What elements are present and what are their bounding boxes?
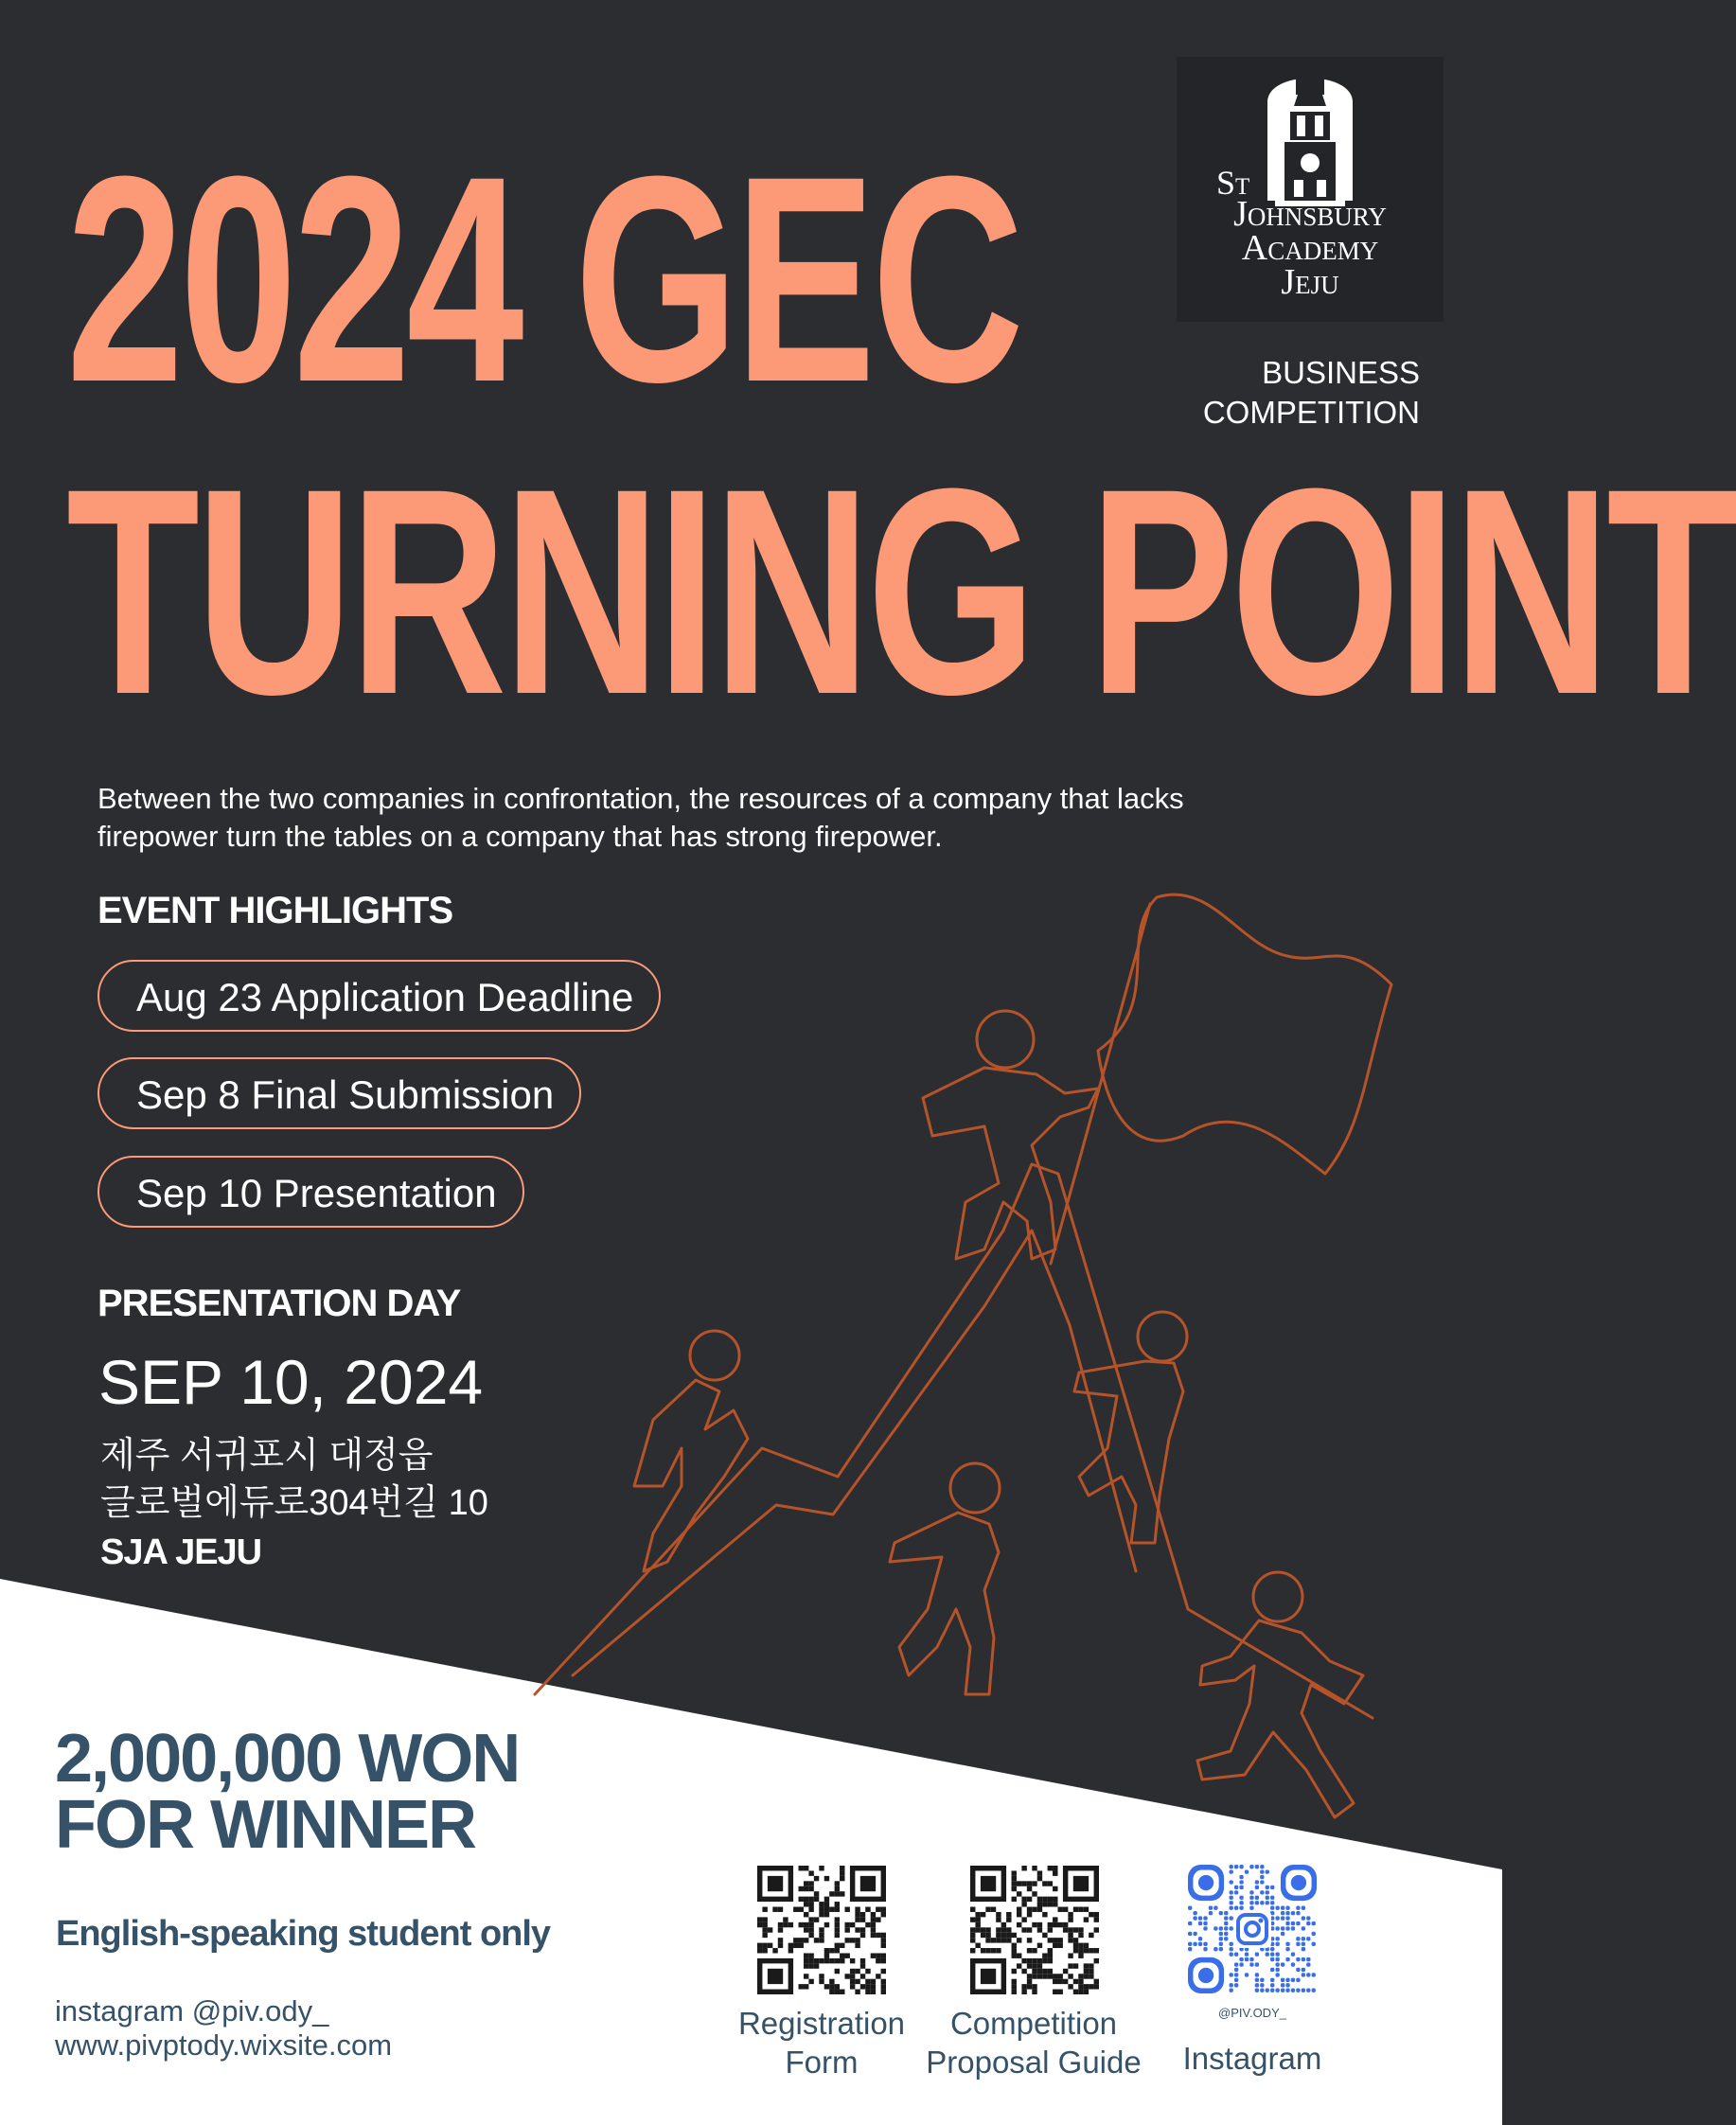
description: Between the two companies in confrontation, the resources of a company that lacks firepower turn the tables on a company that has strong firepower.	[97, 782, 1184, 853]
presentation-date: SEP 10, 2024	[98, 1347, 484, 1417]
instagram-icon	[1233, 1910, 1271, 1948]
registration-form-qr-code[interactable]	[757, 1866, 886, 1994]
registration-form-label-line-1: Registration	[737, 2006, 906, 2041]
subtitle-line-2: COMPETITION	[1202, 395, 1420, 430]
proposal-guide-qr-code[interactable]	[970, 1866, 1099, 1994]
title-line-1: 2024 GEC	[66, 115, 1020, 443]
eligibility-note: English-speaking student only	[56, 1914, 551, 1954]
left-climber-head	[690, 1331, 739, 1380]
highlight-presentation: Sep 10 Presentation	[97, 1156, 524, 1228]
subtitle-line-1: BUSINESS	[1262, 355, 1420, 390]
instagram-handle: @PIV.ODY_	[1218, 2006, 1286, 2020]
address-line-2: 글로벌에듀로304번길 10	[100, 1483, 488, 1523]
venue: SJA JEJU	[100, 1532, 262, 1572]
top-climber-body	[923, 1068, 1098, 1259]
prize-line-1: 2,000,000 WON	[55, 1721, 520, 1797]
instagram-contact[interactable]: instagram @piv.ody_	[55, 1994, 329, 2028]
runner-head	[1253, 1572, 1302, 1621]
right-climber-body	[1074, 1361, 1183, 1543]
proposal-guide-label-line-1: Competition	[949, 2006, 1118, 2041]
top-climber-head	[977, 1011, 1034, 1068]
prize-line-2: FOR WINNER	[55, 1787, 475, 1863]
runner-body	[1197, 1620, 1363, 1817]
registration-form-label	[725, 2004, 918, 2081]
middle-climber-head	[950, 1463, 1000, 1513]
right-climber-head	[1138, 1312, 1187, 1361]
event-highlights-heading: EVENT HIGHLIGHTS	[97, 890, 453, 931]
logo-text-jeju: Jeju	[1281, 262, 1339, 302]
instagram-label: Instagram	[1182, 2041, 1322, 2076]
highlight-application-deadline: Aug 23 Application Deadline	[97, 960, 661, 1032]
middle-climber-body	[890, 1513, 999, 1694]
logo-text-johnsbury: Johnsbury	[1233, 194, 1387, 234]
presentation-day-heading: PRESENTATION DAY	[97, 1283, 461, 1324]
address-line-1: 제주 서귀포시 대정읍	[100, 1436, 434, 1476]
school-logo	[1177, 57, 1444, 322]
highlight-final-submission: Sep 8 Final Submission	[97, 1057, 581, 1129]
registration-form-label-line-2: Form	[785, 2045, 859, 2080]
logo-text-academy: Academy	[1241, 228, 1379, 268]
proposal-guide-label	[918, 2004, 1149, 2081]
flag-pole	[1051, 904, 1150, 1264]
title-line-2: TURNING POINT	[66, 427, 1736, 755]
proposal-guide-label-line-2: Proposal Guide	[926, 2045, 1142, 2080]
website-link[interactable]: www.pivptody.wixsite.com	[55, 2028, 393, 2062]
logo-text-st: St	[1216, 164, 1250, 202]
instagram-qr-card[interactable]	[1177, 1855, 1328, 2030]
